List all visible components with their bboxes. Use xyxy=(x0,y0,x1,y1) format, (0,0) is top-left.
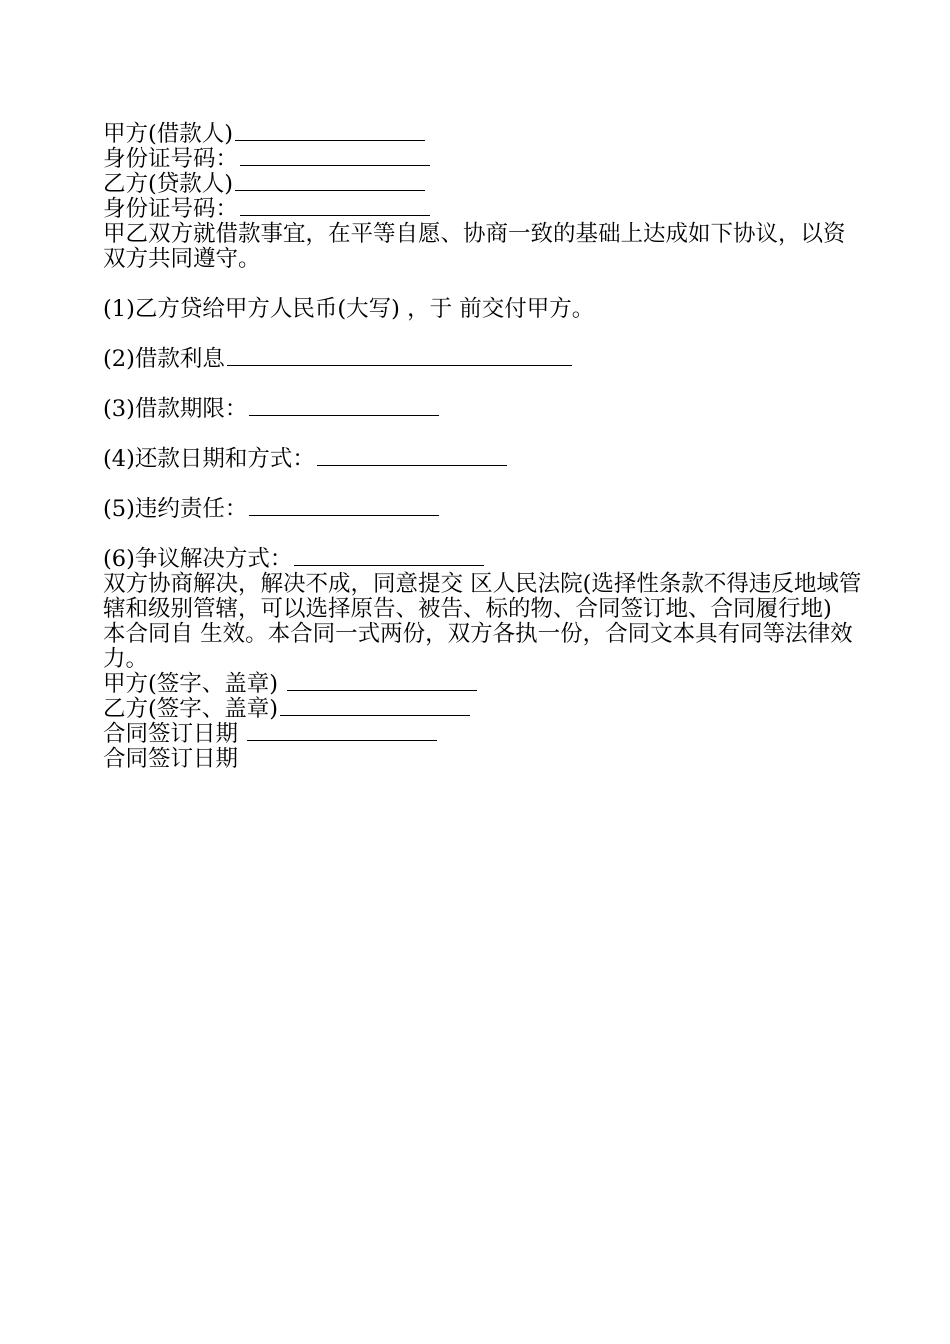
sign-date-1-blank xyxy=(247,722,437,741)
party-a-label: 甲方(借款人) xyxy=(103,121,234,147)
dispute-paragraph: 双方协商解决，解决不成，同意提交 区人民法院(选择性条款不得违反地域管辖和级别管辖，可以选择原告、被告、标的物、合同签订地、合同履行地) xyxy=(103,571,862,622)
sign-date-2-line xyxy=(103,747,863,772)
spacer xyxy=(103,322,863,347)
clause-6-line xyxy=(103,547,863,572)
sign-b-label: 乙方(签字、盖章) xyxy=(103,696,279,722)
effect-paragraph: 本合同自 生效。本合同一式两份，双方各执一份，合同文本具有同等法律效力。 xyxy=(103,621,853,672)
spacer xyxy=(103,472,863,497)
intro-paragraph: 甲乙双方就借款事宜，在平等自愿、协商一致的基础上达成如下协议，以资双方共同遵守。 xyxy=(103,221,846,272)
spacer xyxy=(103,422,863,447)
sign-b-blank xyxy=(280,697,470,716)
party-b-id-blank xyxy=(240,197,430,216)
party-b-id-label: 身份证号码： xyxy=(103,196,239,222)
sign-date-1-line xyxy=(103,722,863,747)
clause-3-label: (3)借款期限： xyxy=(103,396,248,422)
spacer xyxy=(103,522,863,547)
clause-2-label: (2)借款利息 xyxy=(103,346,225,372)
clause-4-blank xyxy=(317,447,507,466)
contract-document xyxy=(103,122,863,772)
party-b-id-line xyxy=(103,197,863,222)
party-a-line xyxy=(103,122,863,147)
sign-date-1-label: 合同签订日期 xyxy=(103,721,239,747)
party-a-id-label: 身份证号码： xyxy=(103,146,239,172)
clause-3-line xyxy=(103,397,863,422)
sign-a-blank xyxy=(287,672,477,691)
party-b-blank xyxy=(235,172,425,191)
clause-2-blank xyxy=(227,347,572,366)
clause-2-line xyxy=(103,347,863,372)
clause-3-blank xyxy=(249,397,439,416)
clause-6-label: (6)争议解决方式： xyxy=(103,546,293,572)
clause-1: (1)乙方贷给甲方人民币(大写) ，于 前交付甲方。 xyxy=(103,296,595,322)
sign-date-2-label: 合同签订日期 xyxy=(103,746,239,772)
sign-b-line xyxy=(103,697,863,722)
clause-6-blank xyxy=(294,547,484,566)
clause-4-label: (4)还款日期和方式： xyxy=(103,446,315,472)
party-a-id-blank xyxy=(240,147,430,166)
clause-5-label: (5)违约责任： xyxy=(103,496,248,522)
sign-a-line xyxy=(103,672,863,697)
clause-5-line xyxy=(103,497,863,522)
party-b-label: 乙方(贷款人) xyxy=(103,171,234,197)
sign-a-label: 甲方(签字、盖章) xyxy=(103,671,279,697)
spacer xyxy=(103,372,863,397)
clause-4-line xyxy=(103,447,863,472)
party-a-blank xyxy=(235,122,425,141)
spacer xyxy=(103,272,863,297)
party-b-line xyxy=(103,172,863,197)
party-a-id-line xyxy=(103,147,863,172)
clause-5-blank xyxy=(249,497,439,516)
